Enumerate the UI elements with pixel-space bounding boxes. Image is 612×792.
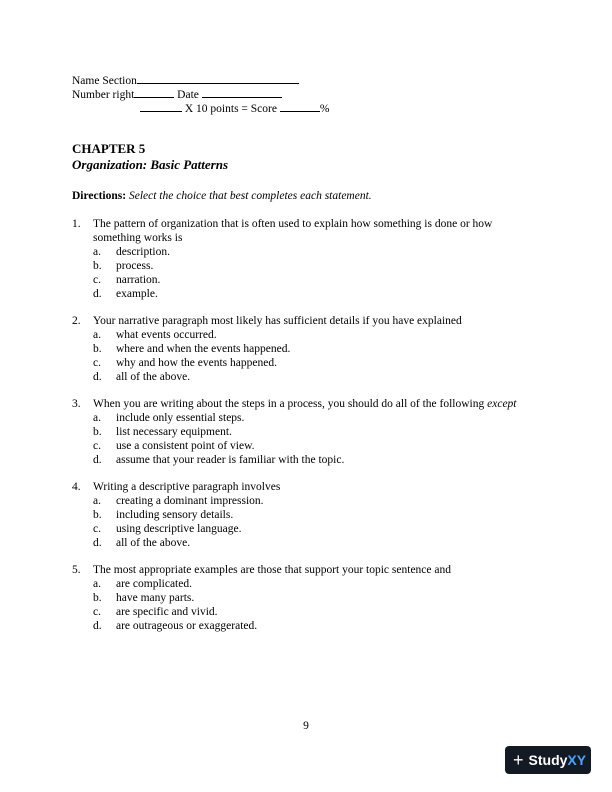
directions-label: Directions:	[72, 190, 127, 202]
chapter-subtitle: Organization: Basic Patterns	[72, 157, 229, 172]
option-letter: d.	[93, 620, 102, 632]
name-section-label: Name Section	[72, 75, 137, 87]
option-a	[93, 577, 542, 591]
option-b	[93, 425, 542, 439]
option-text: are complicated.	[116, 578, 192, 590]
option-text: where and when the events happened.	[116, 343, 291, 355]
option-letter: d.	[93, 454, 102, 466]
option-a	[93, 328, 542, 342]
question-stem: The pattern of organization that is often used to explain how something is done or how something works is	[93, 218, 493, 244]
option-c	[93, 439, 542, 453]
question-5	[72, 563, 542, 633]
question-2	[72, 314, 542, 384]
option-text: description.	[116, 246, 170, 258]
brand-xy: XY	[567, 752, 587, 768]
points-blank	[140, 100, 182, 112]
question-3	[72, 397, 542, 467]
option-text: narration.	[116, 274, 161, 286]
option-c	[93, 605, 542, 619]
option-text: list necessary equipment.	[116, 426, 232, 438]
option-text: why and how the events happened.	[116, 357, 277, 369]
option-d	[93, 453, 542, 467]
option-text: all of the above.	[116, 371, 191, 383]
question-number: 1.	[72, 218, 81, 230]
name-blank	[137, 72, 299, 84]
option-d	[93, 287, 542, 301]
option-letter: b.	[93, 343, 102, 355]
question-stem: The most appropriate examples are those that support your topic sentence and	[93, 564, 451, 576]
question-1	[72, 217, 542, 301]
option-text: creating a dominant impression.	[116, 495, 264, 507]
option-a	[93, 245, 542, 259]
question-number: 3.	[72, 398, 81, 410]
option-text: assume that your reader is familiar with the topic.	[116, 454, 345, 466]
option-text: what events occurred.	[116, 329, 217, 341]
option-letter: c.	[93, 440, 101, 452]
option-b	[93, 508, 542, 522]
option-letter: b.	[93, 260, 102, 272]
directions-text: Select the choice that best completes each statement.	[128, 190, 372, 202]
question-stem	[93, 397, 542, 411]
question-stem-emphasis: except	[487, 398, 517, 410]
directions	[72, 190, 372, 202]
option-text: process.	[116, 260, 154, 272]
option-letter: d.	[93, 288, 102, 300]
date-blank	[202, 86, 282, 98]
option-text: including sensory details.	[116, 509, 234, 521]
page-number: 9	[303, 720, 309, 732]
score-blank	[280, 100, 320, 112]
option-a	[93, 411, 542, 425]
option-text: have many parts.	[116, 592, 195, 604]
option-letter: c.	[93, 357, 101, 369]
question-number: 4.	[72, 481, 81, 493]
option-b	[93, 342, 542, 356]
number-right-blank	[134, 86, 174, 98]
option-d	[93, 619, 542, 633]
option-text: using descriptive language.	[116, 523, 242, 535]
number-right-label: Number right	[72, 89, 135, 101]
option-b	[93, 591, 542, 605]
option-letter: a.	[93, 495, 101, 507]
points-label: X 10 points = Score	[184, 103, 277, 115]
question-stem: Your narrative paragraph most likely has sufficient details if you have explained	[93, 315, 462, 327]
option-d	[93, 370, 542, 384]
question-number: 2.	[72, 315, 81, 327]
date-label: Date	[177, 89, 199, 101]
option-text: include only essential steps.	[116, 412, 245, 424]
option-text: example.	[116, 288, 158, 300]
option-letter: b.	[93, 426, 102, 438]
question-stem: Writing a descriptive paragraph involves	[93, 481, 281, 493]
option-d	[93, 536, 542, 550]
option-c	[93, 522, 542, 536]
question-stem-text: When you are writing about the steps in a process, you should do all of the following	[93, 398, 485, 410]
option-letter: c.	[93, 606, 101, 618]
option-letter: a.	[93, 329, 101, 341]
option-letter: a.	[93, 578, 101, 590]
option-letter: a.	[93, 246, 101, 258]
question-4	[72, 480, 542, 550]
option-text: are specific and vivid.	[116, 606, 218, 618]
option-text: are outrageous or exaggerated.	[116, 620, 258, 632]
studyxy-watermark	[505, 746, 591, 774]
brand-study: Study	[528, 752, 568, 768]
percent-sign: %	[319, 103, 330, 115]
option-b	[93, 259, 542, 273]
option-c	[93, 356, 542, 370]
option-letter: c.	[93, 523, 101, 535]
header-line-3	[140, 100, 329, 116]
option-text: all of the above.	[116, 537, 191, 549]
option-letter: b.	[93, 592, 102, 604]
option-a	[93, 494, 542, 508]
option-letter: d.	[93, 537, 102, 549]
option-text: use a consistent point of view.	[116, 440, 255, 452]
option-letter: b.	[93, 509, 102, 521]
option-c	[93, 273, 542, 287]
plus-icon: +	[513, 750, 524, 770]
option-letter: a.	[93, 412, 101, 424]
chapter-title: CHAPTER 5	[72, 141, 146, 156]
option-letter: d.	[93, 371, 102, 383]
option-letter: c.	[93, 274, 101, 286]
question-number: 5.	[72, 564, 81, 576]
